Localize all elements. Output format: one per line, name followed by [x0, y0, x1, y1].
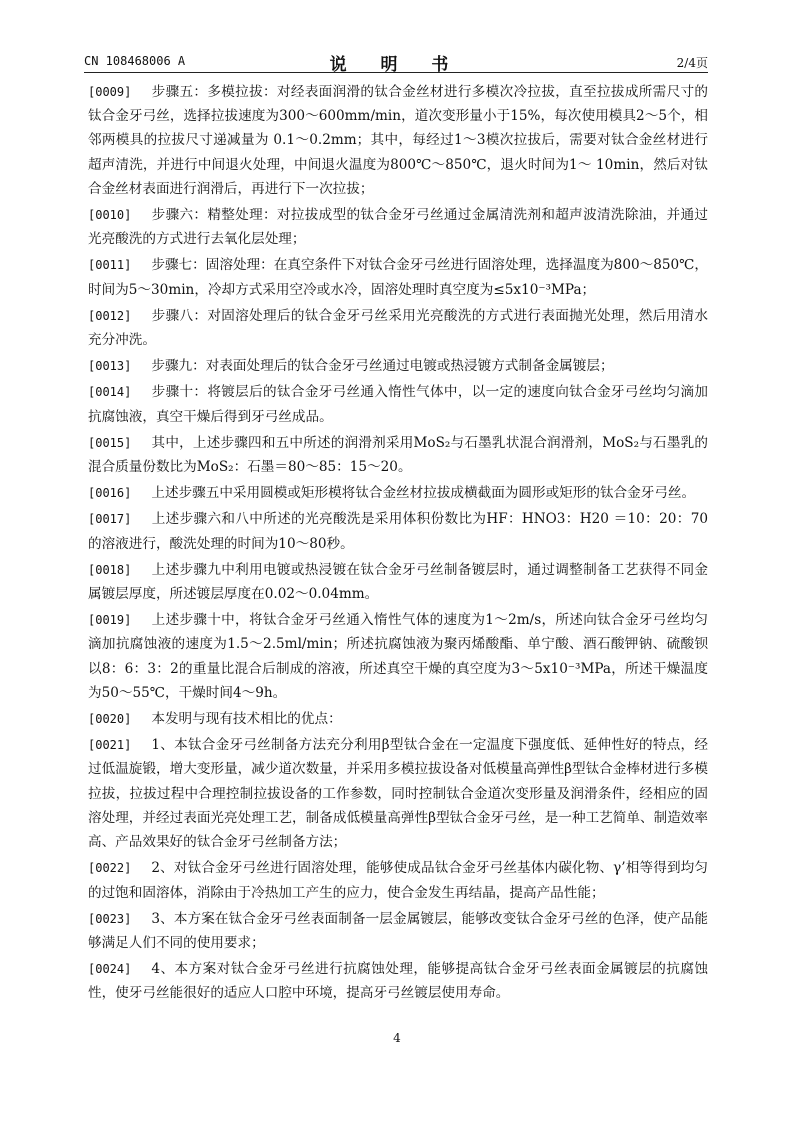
paragraph-text: 上述步骤六和八中所述的光亮酸洗是采用体积份数比为HF：HNO3：H20 ＝10：20：70的溶液进行，酸洗处理的时间为10～80秒。 — [88, 511, 708, 552]
paragraph — [88, 253, 708, 301]
paragraph-text: 步骤六：精整处理：对拉拔成型的钛合金牙弓丝通过金属清洗剂和超声波清洗除油，并通过光亮酸洗的方式进行去氧化层处理； — [88, 207, 708, 248]
paragraph — [88, 203, 708, 251]
paragraph-text: 上述步骤五中采用圆模或矩形模将钛合金丝材拉拔成横截面为圆形或矩形的钛合金牙弓丝。 — [151, 485, 696, 502]
page-header — [84, 50, 708, 75]
paragraph-text: 上述步骤九中利用电镀或热浸镀在钛合金牙弓丝制备镀层时，通过调整制备工艺获得不同金属镀层厚度，所述镀层厚度在0.02～0.04mm。 — [88, 561, 708, 603]
paragraph-number: [0019] — [88, 613, 132, 628]
paragraph — [88, 957, 708, 1005]
paragraph — [88, 304, 708, 352]
paragraph-text: 步骤九：对表面处理后的钛合金牙弓丝通过电镀或热浸镀方式制备金属镀层； — [151, 358, 614, 375]
paragraph — [88, 907, 708, 955]
paragraph-text: 2、对钛合金牙弓丝进行固溶处理，能够使成品钛合金牙弓丝基体内碳化物、γ’相等得到均匀的过饱和固溶体，消除由于冷热加工产生的应力，使合金发生再结晶，提高产品性能； — [88, 860, 708, 901]
paragraph — [88, 80, 708, 201]
page-info: 2/4页 — [676, 56, 708, 70]
paragraph — [88, 608, 708, 705]
paragraph-text: 3、本方案在钛合金牙弓丝表面制备一层金属镀层，能够改变钛合金牙弓丝的色泽，使产品能够满足人们不同的使用要求； — [88, 910, 708, 951]
paragraph-number: [0013] — [88, 359, 132, 374]
paragraph-number: [0018] — [88, 562, 132, 577]
paragraph-number: [0010] — [88, 208, 132, 223]
paragraph-number: [0022] — [88, 861, 132, 876]
page-number: 4 — [393, 1031, 401, 1045]
paragraph-number: [0012] — [88, 308, 132, 323]
paragraph-number: [0014] — [88, 385, 132, 400]
paragraph-number: [0023] — [88, 911, 132, 926]
paragraph-text: 步骤八：对固溶处理后的钛合金牙弓丝采用光亮酸洗的方式进行表面抛光处理，然后用清水充分冲洗。 — [88, 307, 708, 349]
publication-number: CN 108468006 A — [84, 54, 186, 68]
document-title: 说 明 书 — [329, 55, 463, 75]
paragraph-number: [0009] — [88, 85, 132, 99]
paragraph-text: 4、本方案对钛合金牙弓丝进行抗腐蚀处理，能够提高钛合金牙弓丝表面金属镀层的抗腐蚀性，使牙弓丝能很好的适应人口腔中环境，提高牙弓丝镀层使用寿命。 — [88, 961, 708, 1002]
paragraph-number: [0015] — [88, 435, 132, 450]
paragraph-number: [0024] — [88, 962, 132, 977]
document-body — [88, 80, 708, 1008]
paragraph — [88, 733, 708, 854]
paragraph — [88, 507, 708, 555]
paragraph — [88, 558, 708, 606]
paragraph-number: [0017] — [88, 512, 132, 527]
paragraph-text: 步骤五：多模拉拔：对经表面润滑的钛合金丝材进行多模次冷拉拔，直至拉拔成所需尺寸的钛合金牙弓丝，选择拉拔速度为300～600mm/min，道次变形量小于15%，每次使用模具2～5个，相邻两模具的拉拔尺寸递减量为 0.1～0.2mm；其中，每经过1～3模次拉拔后，需要对钛合金丝材进行超声清洗，并进行中间退火处理，中间退火温度为800℃～850℃，退火时间为1～ 10min，然后对钛合金丝材表面进行润滑后，再进行下一次拉拔； — [88, 84, 708, 197]
paragraph — [88, 481, 708, 505]
paragraph-number: [0016] — [88, 486, 132, 501]
paragraph-number: [0011] — [88, 258, 132, 273]
paragraph — [88, 707, 708, 731]
paragraph-text: 其中，上述步骤四和五中所述的润滑剂采用MoS₂与石墨乳状混合润滑剂，MoS₂与石墨乳的混合质量份数比为MoS₂：石墨＝80～85：15～20。 — [88, 434, 708, 476]
paragraph-text: 步骤十：将镀层后的钛合金牙弓丝通入惰性气体中，以一定的速度向钛合金牙弓丝均匀滴加抗腐蚀液，真空干燥后得到牙弓丝成品。 — [88, 384, 708, 425]
paragraph-number: [0020] — [88, 712, 132, 727]
paragraph — [88, 380, 708, 428]
paragraph — [88, 354, 708, 378]
paragraph-text: 本发明与现有技术相比的优点： — [151, 711, 342, 728]
header-rule — [84, 72, 708, 73]
paragraph-number: [0021] — [88, 738, 132, 753]
paragraph-text: 上述步骤十中，将钛合金牙弓丝通入惰性气体的速度为1～2m/s，所述向钛合金牙弓丝均匀滴加抗腐蚀液的速度为1.5～2.5ml/min；所述抗腐蚀液为聚丙烯酸酯、单宁酸、酒石酸钾钠、硫酸钡以8：6：3：2的重量比混合后制成的溶液，所述真空干燥的真空度为3～5x10⁻³MPa，所述干燥温度为50～55℃，干燥时间4～9h。 — [88, 612, 708, 701]
paragraph — [88, 431, 708, 479]
paragraph-text: 1、本钛合金牙弓丝制备方法充分利用β型钛合金在一定温度下强度低、延伸性好的特点，经过低温旋锻，增大变形量，减少道次数量，并采用多模拉拔设备对低模量高弹性β型钛合金棒材进行多模拉拔，拉拔过程中合理控制拉拔设备的工作参数，同时控制钛合金道次变形量及润滑条件，经相应的固溶处理，并经过表面光亮处理工艺，制备成低模量高弹性β型钛合金牙弓丝，是一种工艺简单、制造效率高、产品效果好的钛合金牙弓丝制备方法； — [88, 737, 708, 851]
paragraph-text: 步骤七：固溶处理：在真空条件下对钛合金牙弓丝进行固溶处理，选择温度为800～850℃，时间为5～30min，冷却方式采用空冷或水冷，固溶处理时真空度为≤5x10⁻³MPa； — [88, 257, 708, 298]
paragraph — [88, 856, 708, 904]
